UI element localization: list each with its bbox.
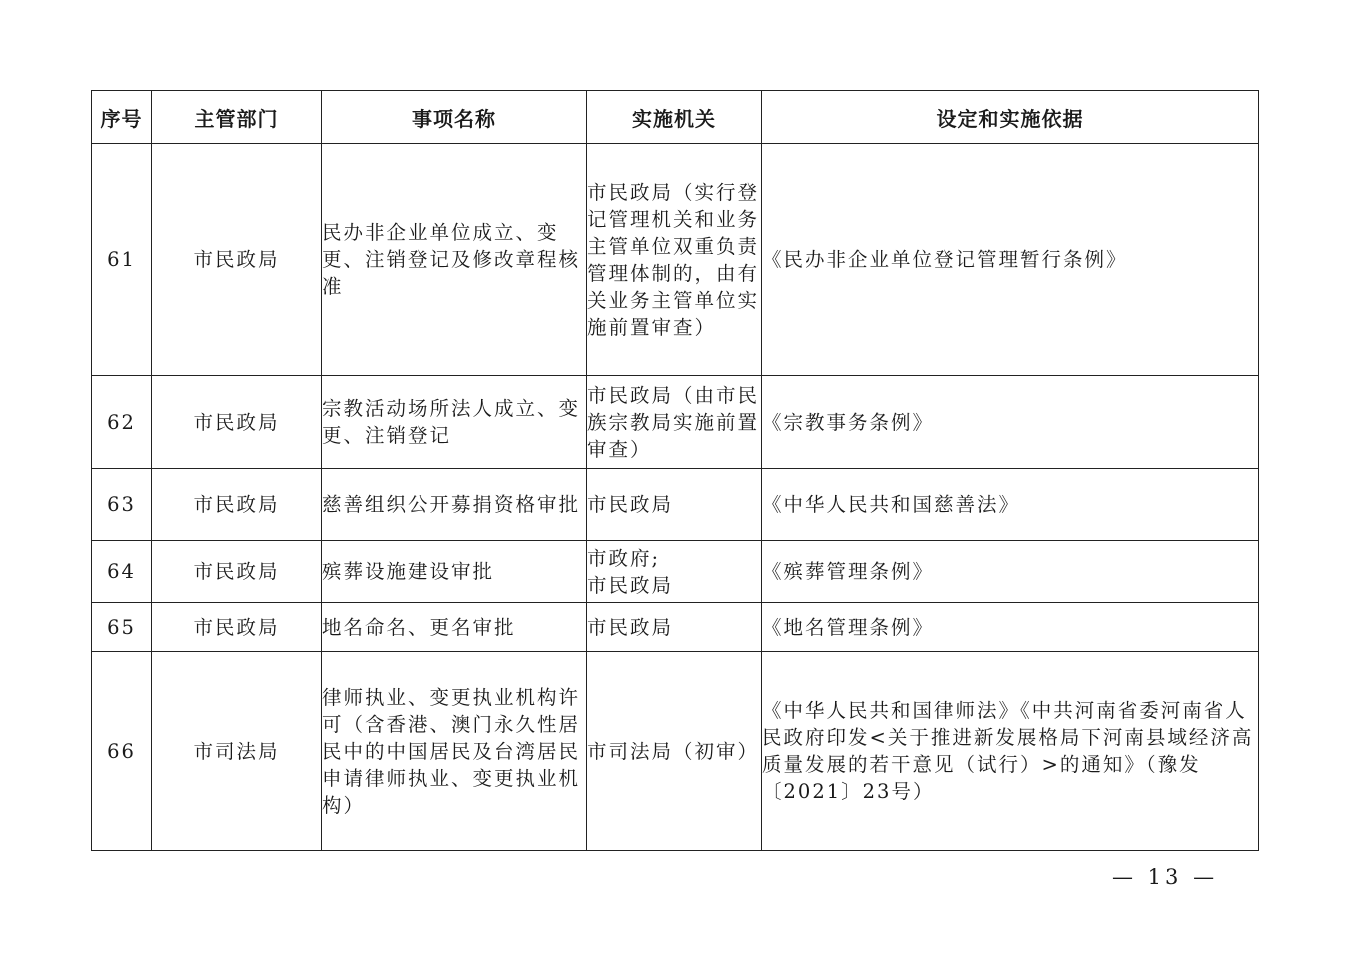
cell-item-name: 民办非企业单位成立、变更、注销登记及修改章程核准 — [322, 144, 587, 376]
cell-department: 市民政局 — [152, 603, 322, 652]
org-line: 市民政局 — [587, 573, 674, 597]
table-row — [92, 376, 1259, 469]
table-row — [92, 603, 1259, 652]
header-serial-number: 序号 — [92, 91, 152, 144]
cell-legal-basis: 《中华人民共和国慈善法》 — [762, 469, 1259, 541]
cell-item-name: 宗教活动场所法人成立、变更、注销登记 — [322, 376, 587, 469]
cell-serial-number: 65 — [92, 603, 152, 652]
table-row — [92, 469, 1259, 541]
header-implementing-org: 实施机关 — [587, 91, 762, 144]
cell-item-name: 殡葬设施建设审批 — [322, 541, 587, 603]
cell-implementing-org: 市民政局 — [587, 469, 762, 541]
cell-implementing-org: 市司法局（初审） — [587, 652, 762, 851]
cell-department: 市民政局 — [152, 469, 322, 541]
page-number: — 13 — — [1112, 865, 1219, 889]
cell-serial-number: 63 — [92, 469, 152, 541]
cell-implementing-org: 市民政局（实行登记管理机关和业务主管单位双重负责管理体制的，由有关业务主管单位实施前置审查） — [587, 144, 762, 376]
header-item-name: 事项名称 — [322, 91, 587, 144]
table-header-row — [92, 91, 1259, 144]
cell-serial-number: 66 — [92, 652, 152, 851]
cell-department: 市民政局 — [152, 541, 322, 603]
cell-implementing-org: 市民政局 — [587, 603, 762, 652]
cell-department: 市民政局 — [152, 144, 322, 376]
cell-item-name: 慈善组织公开募捐资格审批 — [322, 469, 587, 541]
cell-department: 市司法局 — [152, 652, 322, 851]
cell-implementing-org: 市民政局（由市民族宗教局实施前置审查） — [587, 376, 762, 469]
header-department: 主管部门 — [152, 91, 322, 144]
org-line: 市政府; — [587, 546, 661, 570]
header-legal-basis: 设定和实施依据 — [762, 91, 1259, 144]
cell-department: 市民政局 — [152, 376, 322, 469]
cell-legal-basis: 《殡葬管理条例》 — [762, 541, 1259, 603]
cell-legal-basis: 《民办非企业单位登记管理暂行条例》 — [762, 144, 1259, 376]
cell-serial-number: 62 — [92, 376, 152, 469]
table-row — [92, 652, 1259, 851]
cell-legal-basis: 《宗教事务条例》 — [762, 376, 1259, 469]
cell-legal-basis: 《中华人民共和国律师法》《中共河南省委河南省人民政府印发<关于推进新发展格局下河南县域经济高质量发展的若干意见（试行）>的通知》（豫发〔2021〕23号） — [762, 652, 1259, 851]
cell-legal-basis: 《地名管理条例》 — [762, 603, 1259, 652]
cell-item-name: 律师执业、变更执业机构许可（含香港、澳门永久性居民中的中国居民及台湾居民申请律师执业、变更执业机构） — [322, 652, 587, 851]
table-row — [92, 541, 1259, 603]
approval-items-table — [91, 90, 1259, 851]
cell-serial-number: 64 — [92, 541, 152, 603]
cell-item-name: 地名命名、更名审批 — [322, 603, 587, 652]
cell-implementing-org — [587, 541, 762, 603]
table-row — [92, 144, 1259, 376]
cell-serial-number: 61 — [92, 144, 152, 376]
